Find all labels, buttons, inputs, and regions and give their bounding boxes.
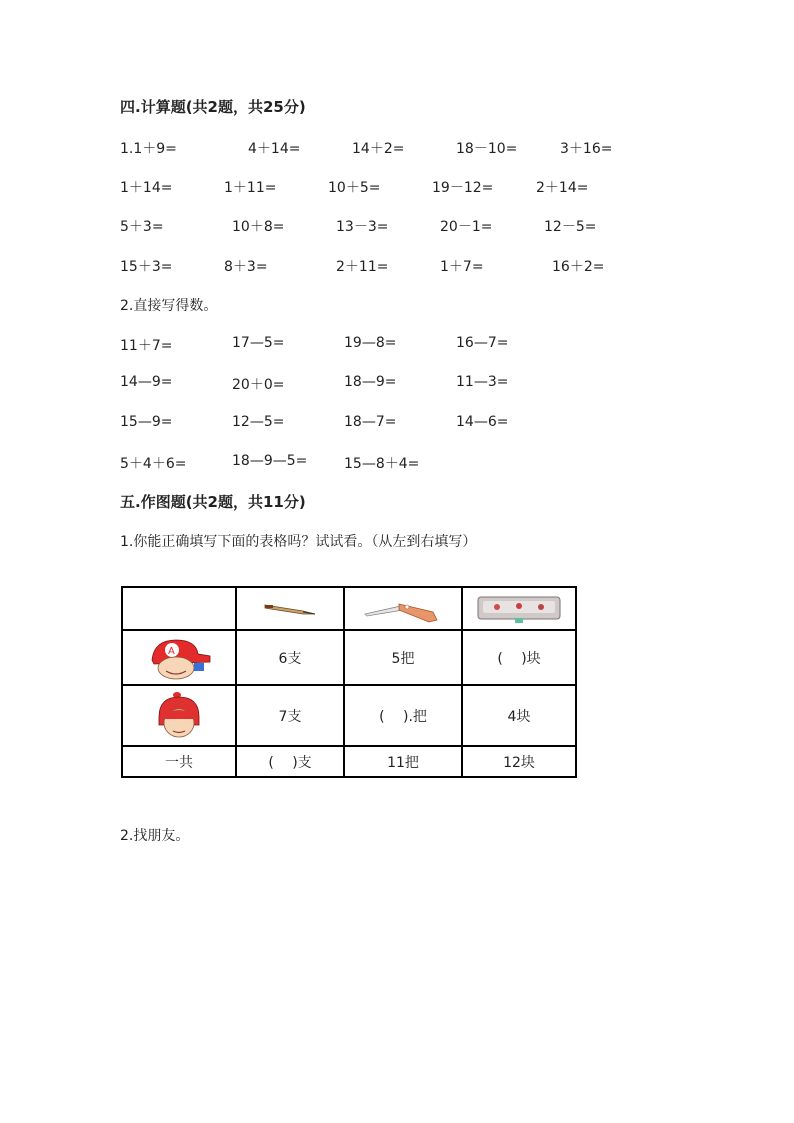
calc-item: 1＋14= — [120, 180, 173, 196]
calc-item: 4＋14= — [248, 141, 301, 157]
calc-item: 17—5= — [232, 335, 285, 351]
table-row — [122, 685, 576, 746]
calc-item: 16＋2= — [552, 259, 605, 275]
table-header-row — [122, 587, 576, 630]
calc-item: 8＋3= — [224, 259, 268, 275]
table-cell: 12块 — [462, 746, 576, 777]
calc-item: 11—3= — [456, 374, 509, 390]
total-label-cell: 一共 — [122, 746, 236, 777]
table-cell: ( )块 — [462, 630, 576, 685]
calc-item: 5＋4＋6= — [120, 456, 187, 472]
boy-icon — [146, 636, 212, 680]
boy-cell — [122, 630, 236, 685]
calc-item: 18—9—5= — [232, 453, 308, 469]
calc-item: 19—8= — [344, 335, 397, 351]
knife-icon — [361, 594, 445, 624]
q2-title: 2.直接写得数。 — [120, 298, 218, 314]
calc-item: 18－10= — [456, 141, 518, 157]
calc-item: 12—5= — [232, 414, 285, 430]
table-row — [122, 630, 576, 685]
calc-item: 10＋8= — [232, 219, 285, 235]
eraser-icon — [475, 593, 563, 625]
calc-item: 10＋5= — [328, 180, 381, 196]
section5-title: 五.作图题(共2题，共11分) — [120, 493, 306, 511]
table-cell: 6支 — [236, 630, 344, 685]
calc-item: 15＋3= — [120, 259, 173, 275]
calc-item: 1.1＋9= — [120, 141, 177, 157]
calc-item: 18—9= — [344, 374, 397, 390]
calc-item: 18—7= — [344, 414, 397, 430]
knife-cell — [344, 587, 462, 630]
table-total-row — [122, 746, 576, 777]
table-cell: ( ).把 — [344, 685, 462, 746]
calc-item: 1＋7= — [440, 259, 484, 275]
calc-item: 15—8＋4= — [344, 456, 420, 472]
girl-icon — [155, 691, 203, 741]
q1-title: 1.你能正确填写下面的表格吗？试试看。（从左到右填写） — [120, 534, 477, 550]
calc-item: 19－12= — [432, 180, 494, 196]
svg-text:A: A — [168, 645, 175, 657]
calc-item: 1＋11= — [224, 180, 277, 196]
calc-item: 11＋7= — [120, 338, 173, 354]
table-cell: 5把 — [344, 630, 462, 685]
calc-item: 20－1= — [440, 219, 493, 235]
table-cell: 4块 — [462, 685, 576, 746]
pencil-cell — [236, 587, 344, 630]
table-cell: ( )支 — [236, 746, 344, 777]
calc-item: 14—6= — [456, 414, 509, 430]
fill-in-table — [121, 586, 577, 778]
calc-item: 14—9= — [120, 374, 173, 390]
eraser-cell — [462, 587, 576, 630]
calc-item: 14＋2= — [352, 141, 405, 157]
calc-item: 2＋11= — [336, 259, 389, 275]
pencil-icon — [263, 602, 317, 616]
calc-item: 3＋16= — [560, 141, 613, 157]
q2-find-friends-title: 2.找朋友。 — [120, 828, 190, 844]
calc-item: 16—7= — [456, 335, 509, 351]
girl-cell — [122, 685, 236, 746]
section4-title: 四.计算题(共2题，共25分) — [120, 98, 306, 116]
calc-item: 15—9= — [120, 414, 173, 430]
calc-item: 13－3= — [336, 219, 389, 235]
calc-item: 5＋3= — [120, 219, 164, 235]
calc-item: 12－5= — [544, 219, 597, 235]
table-cell: 11把 — [344, 746, 462, 777]
calc-item: 20＋0= — [232, 377, 285, 393]
calc-item: 2＋14= — [536, 180, 589, 196]
table-cell: 7支 — [236, 685, 344, 746]
empty-corner-cell — [122, 587, 236, 630]
